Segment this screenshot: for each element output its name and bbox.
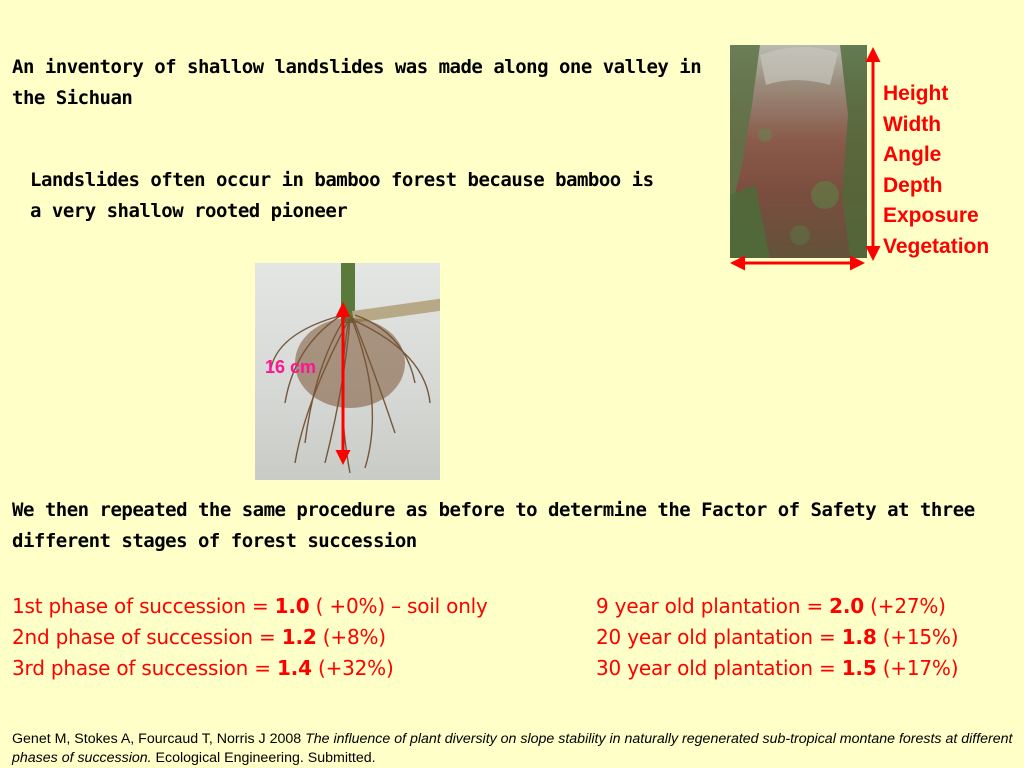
attribute-angle: Angle xyxy=(883,143,942,167)
citation xyxy=(12,730,1020,768)
attribute-width: Width xyxy=(883,112,942,136)
plantation-results xyxy=(596,591,958,684)
result-row: 20 year old plantation = 1.8 (+15%) xyxy=(596,625,959,649)
result-row: 2nd phase of succession = 1.2 (+8%) xyxy=(12,625,386,649)
attribute-height: Height xyxy=(883,82,949,105)
attribute-vegetation: Vegetation xyxy=(883,234,990,258)
citation-authors: Genet M, Stokes A, Fourcaud T, Norris J 2008 xyxy=(12,731,306,747)
inventory-paragraph: An inventory of shallow landslides was made along one valley in the Sichuan xyxy=(12,56,702,109)
attribute-exposure: Exposure xyxy=(883,204,979,228)
citation-venue: Ecological Engineering. Submitted. xyxy=(151,750,376,766)
bamboo-paragraph: Landslides often occur in bamboo forest because bamboo is a very shallow rooted pioneer xyxy=(30,169,654,222)
result-row: 3rd phase of succession = 1.4 (+32%) xyxy=(12,656,394,680)
procedure-paragraph: We then repeated the same procedure as before to determine the Factor of Safety at three different stages of forest succession xyxy=(12,499,975,552)
result-row: 1st phase of succession = 1.0 ( +0%) – soil only xyxy=(12,594,488,618)
landslide-attribute-list xyxy=(883,79,989,263)
attribute-depth: Depth xyxy=(883,173,943,197)
landslide-photo xyxy=(730,45,867,258)
result-row: 9 year old plantation = 2.0 (+27%) xyxy=(596,594,946,618)
result-row: 30 year old plantation = 1.5 (+17%) xyxy=(596,656,959,680)
citation-title: The influence of plant diversity on slope stability in naturally regenerated sub-tropical montane forests at different phases of succession. xyxy=(12,731,1013,766)
succession-results xyxy=(12,591,488,684)
root-depth-label: 16 cm xyxy=(265,357,317,377)
